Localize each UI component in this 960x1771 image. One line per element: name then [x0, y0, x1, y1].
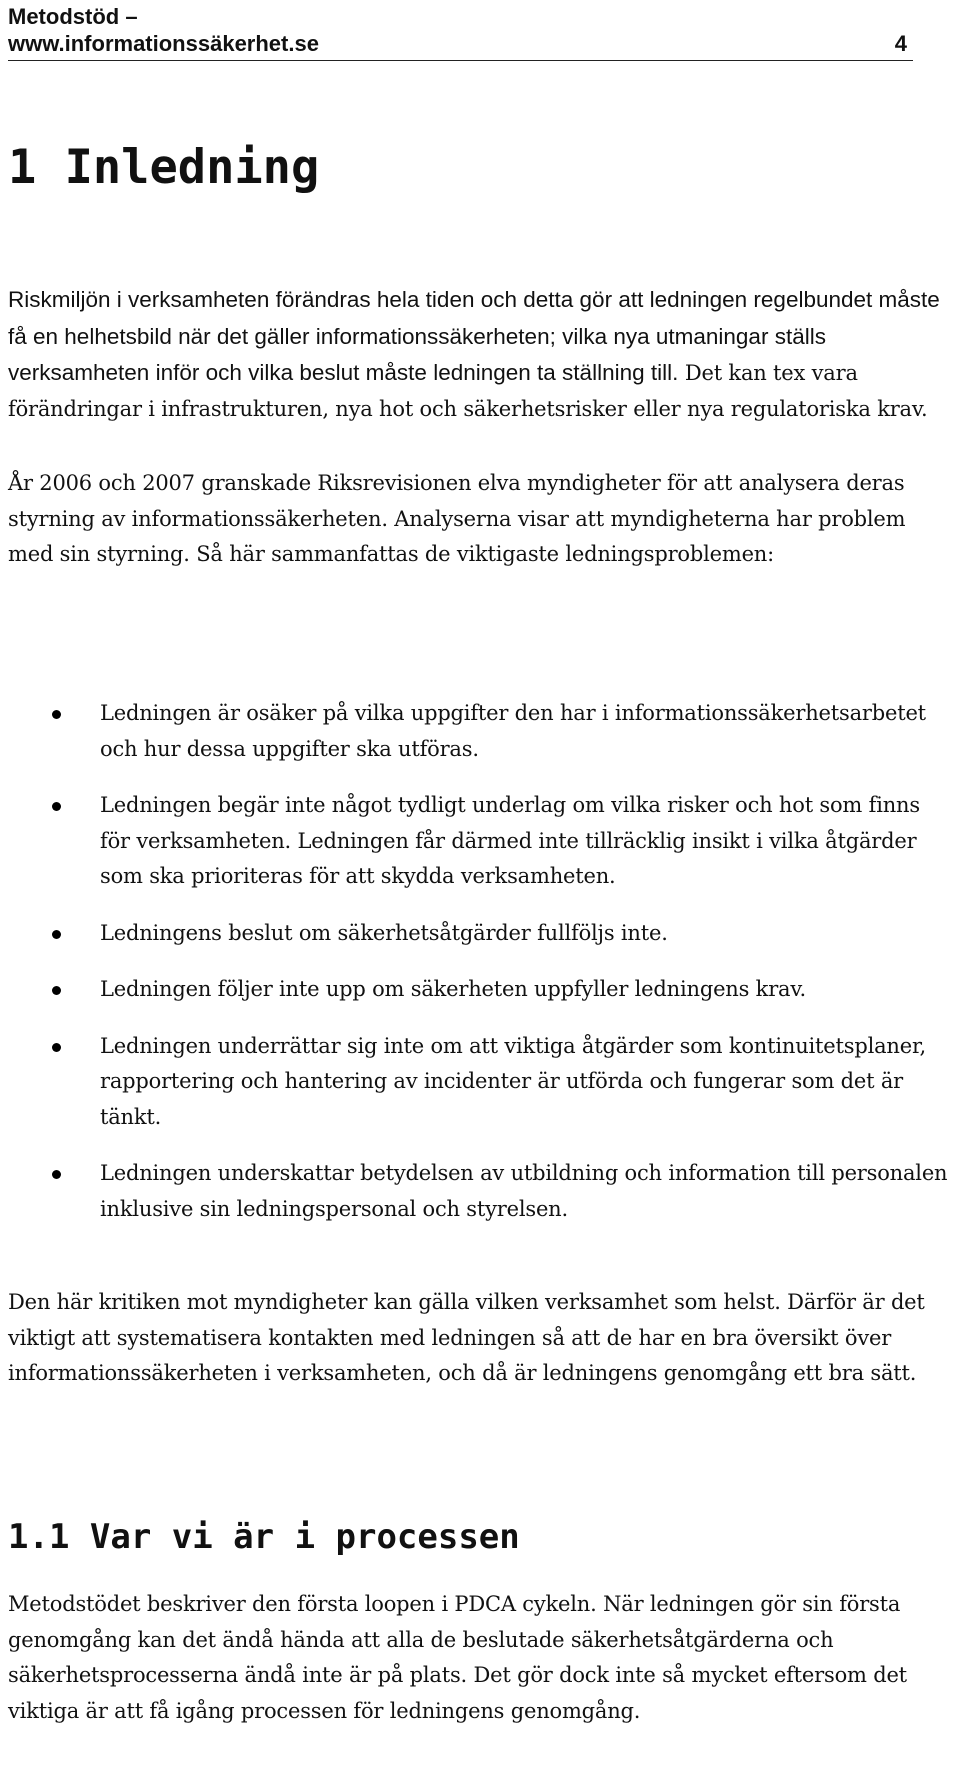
header-title: Metodstöd –: [8, 4, 138, 29]
bullet-icon: [52, 930, 61, 939]
list-item: [0, 916, 950, 952]
intro-paragraph-serif-part: Det kan tex vara förändringar i infrastrukturen, nya hot och säkerhetsrisker eller nya regulatoriska krav.: [8, 361, 928, 421]
list-item-text: Ledningen följer inte upp om säkerheten uppfyller ledningens krav.: [100, 977, 806, 1001]
bullet-icon: [52, 710, 61, 719]
list-item: [0, 1029, 950, 1136]
list-item-text: Ledningen är osäker på vilka uppgifter den har i informationssäkerhetsarbetet och hur dessa uppgifter ska utföras.: [100, 701, 926, 761]
list-item-text: Ledningen begär inte något tydligt underlag om vilka risker och hot som finns för verksamheten. Ledningen får därmed inte tillräcklig insikt i vilka åtgärder som ska prioriteras för att skydda verksamheten.: [100, 793, 920, 888]
problem-list: [0, 696, 960, 1227]
page-number: 4: [894, 31, 907, 56]
pdca-paragraph: Metodstödet beskriver den första loopen i PDCA cykeln. När ledningen gör sin första genomgång kan det ändå hända att alla de beslutade säkerhetsåtgärderna och säkerhetsprocesserna ändå inte är på plats. Det gör dock inte så mycket eftersom det viktiga är att få igång processen för ledningens genomgång.: [8, 1592, 907, 1723]
bullet-icon: [52, 986, 61, 995]
bullet-icon: [52, 802, 61, 811]
list-item: [0, 788, 950, 895]
list-item: [0, 696, 950, 767]
intro-paragraph-sans-part: Riskmiljön i verksamheten förändras hela tiden och detta gör att ledningen regelbundet måste få en helhetsbild när det gäller informationssäkerheten; vilka nya utmaningar ställs verksamheten inför och vilka beslut måste ledningen ta ställning till.: [8, 287, 940, 385]
bullet-icon: [52, 1170, 61, 1179]
list-item: [0, 972, 950, 1008]
list-item: [0, 1156, 950, 1227]
section-heading-process: 1.1 Var vi är i processen: [8, 1517, 520, 1557]
header-url: www.informationssäkerhet.se: [8, 31, 319, 56]
intro-paragraph: [8, 282, 953, 427]
riksrevisionen-paragraph: År 2006 och 2007 granskade Riksrevisionen elva myndigheter för att analysera deras styrning av informationssäkerheten. Analyserna visar att myndigheterna har problem med sin styrning. Så här sammanfattas de viktigaste ledningsproblemen:: [8, 471, 906, 566]
list-item-text: Ledningens beslut om säkerhetsåtgärder fullföljs inte.: [100, 920, 668, 945]
list-item-text: Ledningen underskattar betydelsen av utbildning och information till personalen inklusive sin ledningspersonal och styrelsen.: [100, 1161, 948, 1221]
criticism-paragraph: Den här kritiken mot myndigheter kan gälla vilken verksamhet som helst. Därför är det viktigt att systematisera kontakten med ledningen så att de har en bra översikt över informationssäkerheten i verksamheten, och då är ledningens genomgång ett bra sätt.: [8, 1290, 925, 1385]
section-heading-inledning: 1 Inledning: [8, 140, 320, 195]
bullet-icon: [52, 1043, 61, 1052]
list-item-text: Ledningen underrättar sig inte om att viktiga åtgärder som kontinuitetsplaner, rapportering och hantering av incidenter är utförda och fungerar som det är tänkt.: [100, 1033, 926, 1129]
page-header: [8, 2, 913, 61]
